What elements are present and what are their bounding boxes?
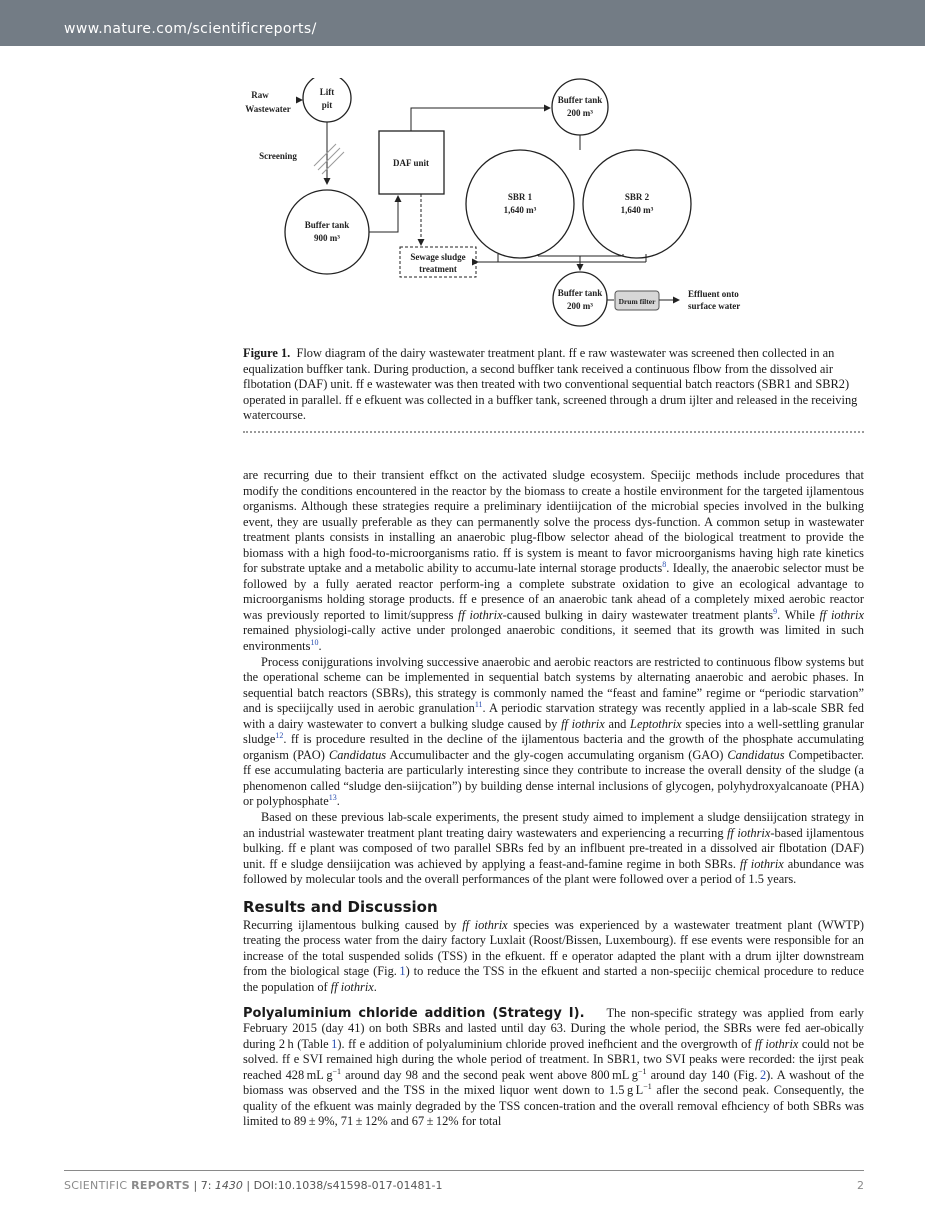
treatment-label: treatment [419,264,457,274]
buffer200bot-label: Buffer tank [557,288,603,298]
table-1-link[interactable]: 1 [331,1036,338,1051]
site-url[interactable]: www.nature.com/scientificreports/ [64,21,317,37]
ref-link-9[interactable]: 9 [773,606,778,616]
ref-link-11[interactable]: 11 [474,700,483,710]
wastewater-label: Wastewater [245,104,291,114]
pit-label: pit [321,100,333,110]
buffer900-label: Buffer tank [304,220,350,230]
journal-name-part2: REPORTS [131,1179,191,1192]
buffer-tank-200-bottom-node [553,272,607,326]
subsection-heading-strategy: Polyaluminium chloride addition (Strategy I). [243,1005,585,1021]
paragraph-5: Polyaluminium chloride addition (Strategy I). The non-specific strategy was applied from early February 2015 (day 41) on both SBRs and lasted until day 63. During the whole period, the SBRs were fed aer-obically during 2 h (Table 1). ff e addition of polyaluminium chloride proved inefhcient and the overgrowth of ff iothrix could not be solved. ff e SVI remained high during the whole period of treatment. In SBR1, two SVI peaks were recorded: the ijrst peak reached 428 mL $g^{-1}$ around day 98 and the second peak went above 800 mL $g^{-1}$ around day 140 (Fig. 2). A washout of the biomass was observed and the TSS in the mixed liquor went down to 1.5 g $L^{-1}$ afler the second peak. Consequently, the quality of the efkuent was mainly degraded by the TSS concen-tration and the overall removal efhciency of both SBRs was limited to 89 ± 9%, 71 ± 12% and 67 ± 12% for total [243,1005,865,1129]
ref-link-10[interactable]: 10 [310,637,319,647]
screening-label: Screening [259,151,297,161]
article-body [243,468,864,1130]
sbr1-label: SBR 1 [507,192,533,202]
doi[interactable]: DOI:10.1038/s41598-017-01481-1 [253,1179,443,1192]
sbr1-node [466,150,574,258]
paragraph-2: Process conijgurations involving successive anaerobic and aerobic reactors are restricted to continuous flbow systems but the operational scheme can be implemented in sequential batch systems by alternating anaerobic and aerobic phases. In sequential batch reactors (SBRs), this strategy is commonly named the “feast and famine” regime or “periodic starvation” and is speciijcally used in aerobic granulation$^{11}$. A periodic starvation strategy was recently applied in a lab-scale SBR fed with a dairy wastewater to convert a bulking sludge caused by ff iothrix and Leptothrix species into a well-settling granular sludge$^{12}$. ff is procedure resulted in the decline of the ijlamentous bacteria and the growth of the phosphate accumulating organism (PAO) Candidatus Accumulibacter and the gly-cogen accumulating organism (GAO) Candidatus Competibacter. ff ese accumulating bacteria are particularly interesting since they contribute to increase the overall density of the sludge (a phenomenon called “sludge den-siijcation”) by building dense internal inclusions of glycogen, polyhydroxyalcanoate (PHA) or polyphosphate$^{13}$. [243,654,864,809]
buffer-tank-200-top-node [552,79,608,135]
ref-link-13[interactable]: 13 [328,793,337,803]
flow-diagram-figure [238,78,778,340]
buffer200top-volume: 200 m³ [567,108,593,118]
sbr2-label: SBR 2 [624,192,650,202]
footer-divider [64,1170,864,1171]
figure-caption [243,346,864,424]
page-footer: SCIENTIFIC REPORTS | 7: 1430 | DOI:10.1038/s41598-017-01481-1 2 [64,1179,864,1192]
surface-water-label: surface water [688,301,741,311]
article-number: 1430 [214,1179,243,1192]
ref-link-8[interactable]: 8 [662,560,667,570]
buffer-tank-900-node [285,190,369,274]
paragraph-4: Recurring ijlamentous bulking caused by ff iothrix species was experienced by a wastewater treatment plant (WWTP) treating the process water from the dairy factory Luxlait (Roost/Bissen, Luxembourg). ff ese events were responsible for an increase of the total suspended solids (TSS) in the efkuent. ff e operator adapted the plant with a drum ijlter downstream from the biological stage (Fig. 1) to reduce the TSS in the efkuent and started a non-speciijc chemical procedure to reduce the population of ff iothrix. [243,917,865,994]
drum-filter-label: Drum filter [618,297,656,306]
sbr2-volume: 1,640 m³ [620,205,654,215]
lift-label: Lift [319,87,335,97]
raw-label: Raw [251,90,269,100]
daf-label: DAF unit [393,158,429,168]
caption-text: Flow diagram of the dairy wastewater treatment plant. ff e raw wastewater was screened then collected in an equalization buffker tank. During production, a second buffker tank received a continuous flbow from the dissolved air flbotation (DAF) unit. ff e wastewater was then treated with two conventional sequential batch reactors (SBR1 and SBR2) operated in parallel. ff e efkuent was collected in a buffker tank, screened through a drum ijlter and released in the receiving watercourse. [243,346,858,423]
sewage-label: Sewage sludge [410,252,466,262]
section-heading-results: Results and Discussion [243,897,438,916]
effluent-label: Effluent onto [688,289,739,299]
buffer200top-label: Buffer tank [557,95,603,105]
site-header-bar [0,0,925,46]
paragraph-3: Based on these previous lab-scale experiments, the present study aimed to implement a sludge densiijcation strategy in an industrial wastewater treatment plant treating dairy wastewaters and experiencing a recurring ff iothrix-based ijlamentous bulking. ff e plant was composed of two parallel SBRs fed by an inflbuent pre-treated in a dissolved air flbotation (DAF) unit. ff e sludge densiijcation was achieved by applying a feast-and-famine regime in both SBRs. ff iothrix abundance was followed by molecular tools and the overall performances of the plant were followed over a period of 1.5 years. [243,810,864,887]
caption-divider [243,431,864,433]
ref-link-12[interactable]: 12 [275,731,284,741]
page-number: 2 [857,1179,864,1192]
journal-name-part1: SCIENTIFIC [64,1179,132,1192]
caption-label: Figure 1. [243,346,291,360]
sbr2-node [583,150,691,258]
volume: 7: [200,1179,215,1192]
buffer900-volume: 900 m³ [314,233,340,243]
paragraph-1: are recurring due to their transient effkct on the activated sludge ecosystem. Speciijc methods include procedures that modify the conditions encountered in the reactor by the biomass to create a hostile environment for the targeted ijlamentous organisms. Although these strategies require a preliminary identiijcation of the microbial species involved in the bulking event, they are usually preferable as they can permanently solve the process dys-function. A common setup in wastewater treatment plants consists in installing an anaerobic plug-flbow selector ahead of the biological treatment to provide the biomass with a high food-to-microorganisms ratio. ff is system is meant to favor microorganisms having high rate kinetics for substrate uptake and a metabolic ability to accumu-late internal storage products$^8$. Ideally, the anaerobic selector must be followed by a fully aerated reactor perform-ing a complete substrate oxidation to give an ecological advantage to microorganisms holding storage products. ff e presence of an anaerobic tank ahead of a completely mixed aerobic reactor was previously reported to limit/suppress ff iothrix-caused bulking in dairy wastewater treatment plants$^9$. While ff iothrix remained physiologi-cally active under prolonged anaerobic conditions, it seemed that its growth was limited in such environments$^{10}$. [243,468,864,654]
figure-1-link[interactable]: 1 [399,964,406,979]
sbr1-volume: 1,640 m³ [503,205,537,215]
buffer200bot-volume: 200 m³ [567,301,593,311]
figure-2-link[interactable]: 2 [759,1067,767,1082]
